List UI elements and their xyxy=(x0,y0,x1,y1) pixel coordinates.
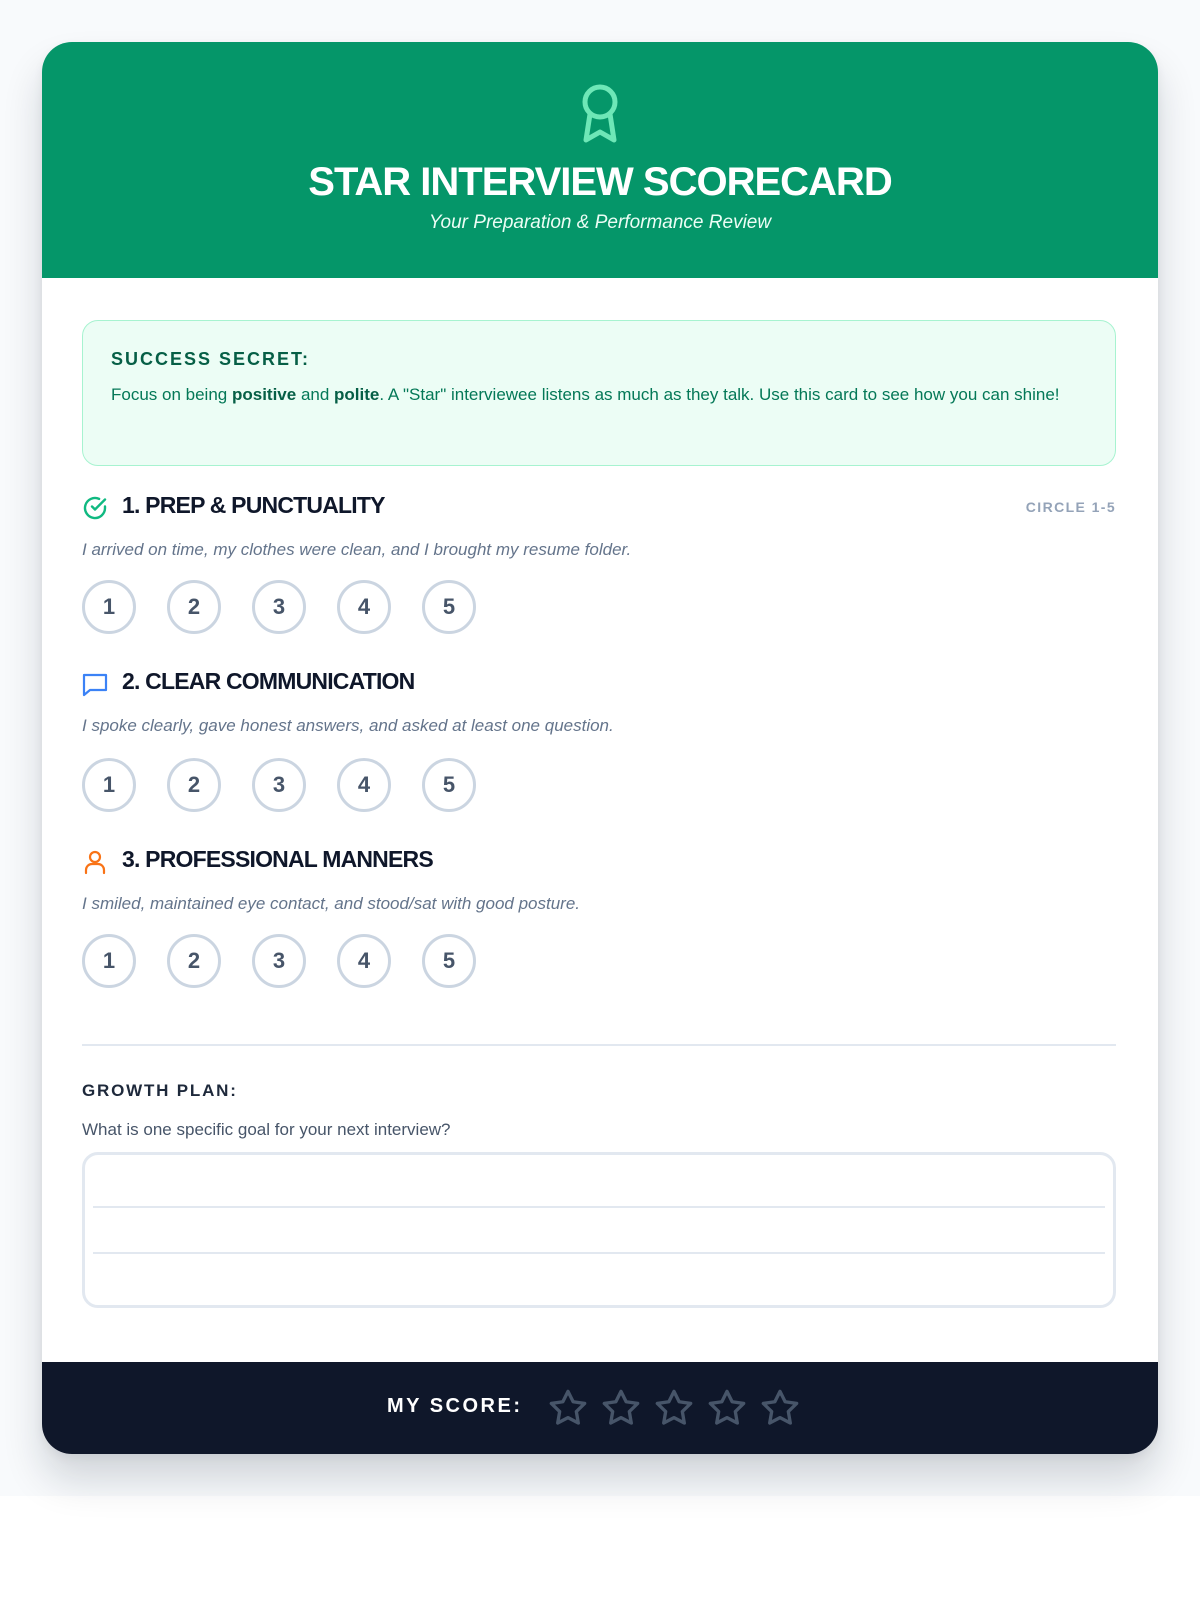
success-secret-title: SUCCESS SECRET: xyxy=(111,349,311,369)
section-description: I spoke clearly, gave honest answers, and asked at least one question. xyxy=(82,716,614,735)
rating-circle-2[interactable]: 2 xyxy=(167,934,221,988)
section-description: I arrived on time, my clothes were clean, and I brought my resume folder. xyxy=(82,540,632,559)
secret-bold-polite: polite xyxy=(334,385,380,404)
check-circle-icon xyxy=(82,495,108,521)
award-ribbon-icon xyxy=(576,82,624,146)
score-label: MY SCORE: xyxy=(387,1395,523,1417)
scorecard xyxy=(42,42,1158,1454)
secret-bold-positive: positive xyxy=(231,385,297,404)
star-outline-icon[interactable] xyxy=(707,1388,747,1428)
divider xyxy=(82,1044,1116,1046)
chat-bubble-icon xyxy=(82,671,108,697)
section-title: 2. CLEAR COMMUNICATION xyxy=(122,668,415,694)
growth-plan-writing-area[interactable] xyxy=(82,1152,1116,1308)
section-professional-manners xyxy=(82,846,1116,973)
header-banner xyxy=(42,42,1158,278)
rating-circle-1[interactable]: 1 xyxy=(82,934,136,988)
growth-plan-title: GROWTH PLAN: xyxy=(82,1081,238,1100)
rating-circle-1[interactable]: 1 xyxy=(82,758,136,812)
section-description: I smiled, maintained eye contact, and stood/sat with good posture. xyxy=(82,894,581,913)
rating-circle-1[interactable]: 1 xyxy=(82,580,136,634)
writing-line xyxy=(93,1206,1105,1208)
rating-circle-2[interactable]: 2 xyxy=(167,758,221,812)
section-title: 1. PREP & PUNCTUALITY xyxy=(122,492,385,518)
section-header xyxy=(82,846,1116,878)
rating-circle-3[interactable]: 3 xyxy=(252,934,306,988)
score-footer xyxy=(42,1362,1158,1454)
page-title: STAR INTERVIEW SCORECARD xyxy=(308,160,892,204)
star-outline-icon[interactable] xyxy=(760,1388,800,1428)
rating-circle-4[interactable]: 4 xyxy=(337,580,391,634)
section-title: 3. PROFESSIONAL MANNERS xyxy=(122,846,433,872)
section-header xyxy=(82,668,1116,700)
success-secret-text xyxy=(111,380,1089,410)
rating-circle-5[interactable]: 5 xyxy=(422,580,476,634)
writing-line xyxy=(93,1252,1105,1254)
growth-plan-question: What is one specific goal for your next interview? xyxy=(82,1120,451,1139)
circle-hint: CIRCLE 1-5 xyxy=(1025,499,1116,515)
section-prep-punctuality xyxy=(82,492,1116,619)
secret-text-part: . A "Star" interviewee listens as much as they talk. Use this card to see how you can shine! xyxy=(379,385,1060,404)
section-clear-communication xyxy=(82,668,1116,797)
section-header xyxy=(82,492,1116,524)
rating-circle-4[interactable]: 4 xyxy=(337,758,391,812)
star-outline-icon[interactable] xyxy=(654,1388,694,1428)
rating-circle-4[interactable]: 4 xyxy=(337,934,391,988)
rating-circle-3[interactable]: 3 xyxy=(252,580,306,634)
rating-circle-5[interactable]: 5 xyxy=(422,758,476,812)
success-secret-callout xyxy=(82,320,1116,466)
rating-circle-5[interactable]: 5 xyxy=(422,934,476,988)
page-subtitle: Your Preparation & Performance Review xyxy=(428,212,772,233)
user-icon xyxy=(82,849,108,875)
rating-circle-2[interactable]: 2 xyxy=(167,580,221,634)
secret-text-part: and xyxy=(296,385,335,404)
rating-circle-3[interactable]: 3 xyxy=(252,758,306,812)
star-outline-icon[interactable] xyxy=(548,1388,588,1428)
secret-text-part: Focus on being xyxy=(111,385,232,404)
star-outline-icon[interactable] xyxy=(601,1388,641,1428)
